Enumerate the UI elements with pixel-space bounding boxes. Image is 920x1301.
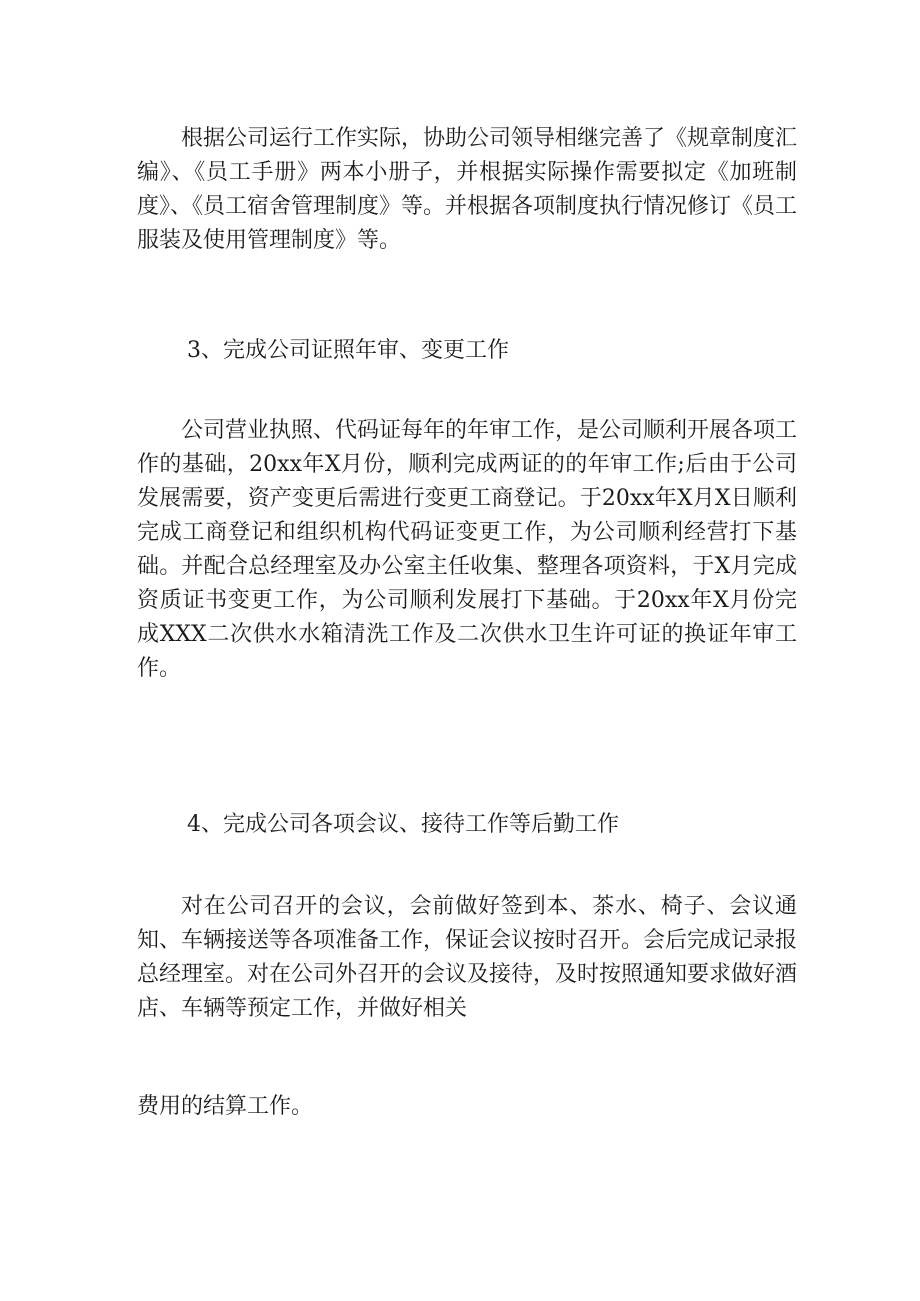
paragraph-license-review: 公司营业执照、代码证每年的年审工作，是公司顺利开展各项工作的基础，20xx年X月份，顺利完成两证的的年审工作;后由于公司发展需要，资产变更后需进行变更工商登记。于20xx年X月X日顺利完成工商登记和组织机构代码证变更工作，为公司顺利经营打下基础。并配合总经理室及办公室主任收集、整理各项资料，于X月完成资质证书变更工作，为公司顺利发展打下基础。于20xx年X月份完成XXX二次供水水箱清洗工作及二次供水卫生许可证的换证年审工作。 [137,418,798,681]
paragraph-settlement: 费用的结算工作。 [137,1094,314,1119]
paragraph-meetings-reception: 对在公司召开的会议，会前做好签到本、茶水、椅子、会议通知、车辆接送等各项准备工作，保证会议按时召开。会后完成记录报总经理室。对在公司外召开的会议及接待，及时按照通知要求做好酒店、车辆等预定工作，并做好相关 [137,894,798,1021]
heading-meetings-reception: 4、完成公司各项会议、接待工作等后勤工作 [187,812,619,837]
paragraph-regulations: 根据公司运行工作实际，协助公司领导相继完善了《规章制度汇编》、《员工手册》两本小册子，并根据实际操作需要拟定《加班制度》、《员工宿舍管理制度》等。并根据各项制度执行情况修订《员工服装及使用管理制度》等。 [137,126,798,253]
heading-license-review: 3、完成公司证照年审、变更工作 [187,338,509,363]
